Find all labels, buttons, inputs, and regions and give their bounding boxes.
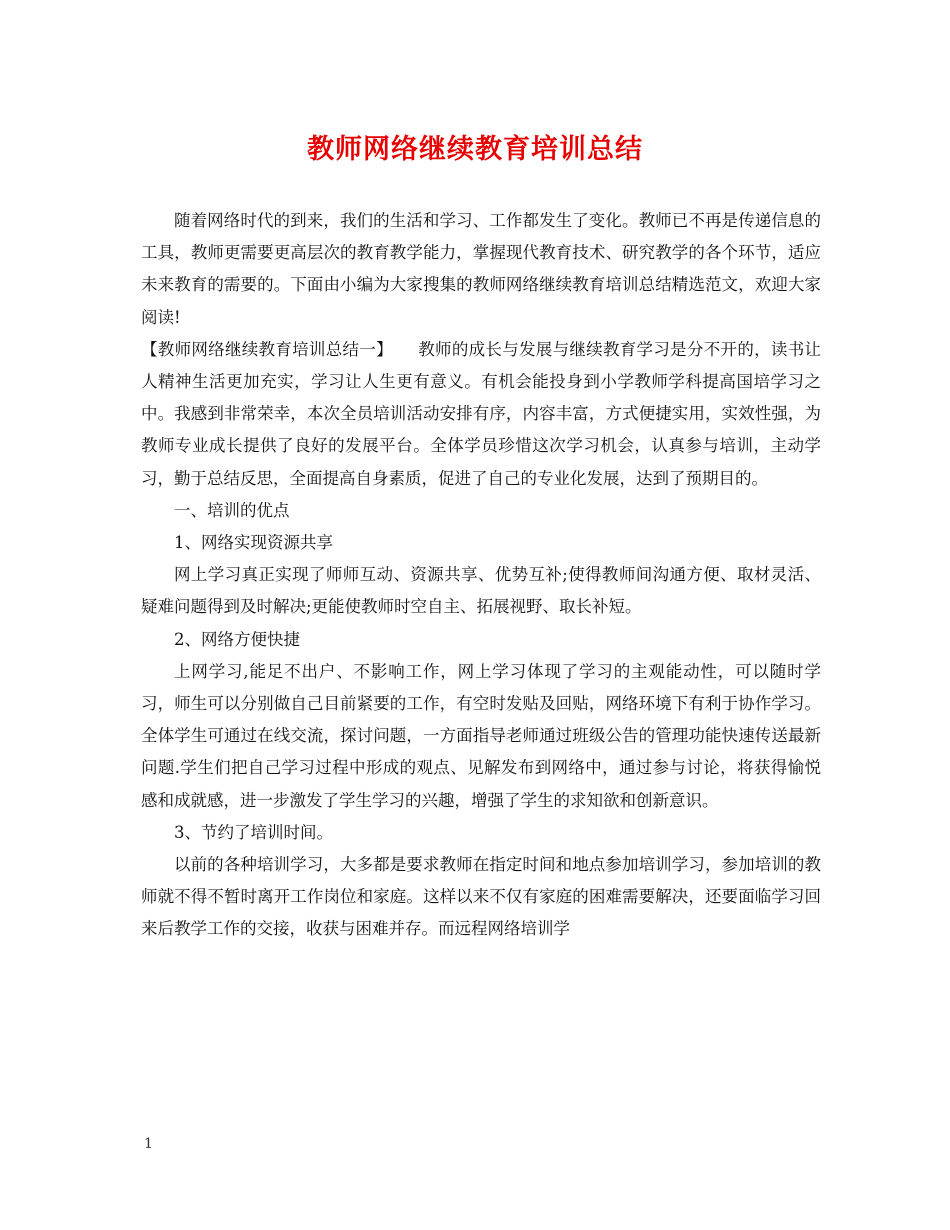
paragraph-resource-sharing: 网上学习真正实现了师师互动、资源共享、优势互补;使得教师间沟通方便、取材灵活、疑难问题得到及时解决;更能使教师时空自主、拓展视野、取长补短。 — [141, 565, 821, 617]
document-body — [141, 205, 821, 946]
heading-advantages: 一、培训的优点 — [174, 500, 290, 520]
heading-resource-sharing: 1、网络实现资源共享 — [174, 533, 333, 553]
paragraph-summary-one: 【教师网络继续教育培训总结一】 教师的成长与发展与继续教育学习是分不开的，读书让人精神生活更加充实，学习让人生更有意义。有机会能投身到小学教师学科提高国培学习之中。我感到非常荣幸，本次全员培训活动安排有序，内容丰富，方式便捷实用，实效性强，为教师专业成长提供了良好的发展平台。全体学员珍惜这次学习机会，认真参与培训，主动学习，勤于总结反思，全面提高自身素质，促进了自己的专业化发展，达到了预期目的。 — [141, 339, 821, 488]
document-title: 教师网络继续教育培训总结 — [307, 134, 643, 165]
paragraph-time-saving: 以前的各种培训学习，大多都是要求教师在指定时间和地点参加培训学习，参加培训的教师就不得不暂时离开工作岗位和家庭。这样以来不仅有家庭的困难需要解决，还要面临学习回来后教学工作的交接，收获与困难并存。而远程网络培训学 — [141, 855, 821, 939]
heading-convenience: 2、网络方便快捷 — [174, 629, 300, 649]
heading-time-saving: 3、节约了培训时间。 — [174, 822, 333, 842]
paragraph-intro: 随着网络时代的到来，我们的生活和学习、工作都发生了变化。教师已不再是传递信息的工具，教师更需要更高层次的教育教学能力，掌握现代教育技术、研究教学的各个环节，适应未来教育的需要的。下面由小编为大家搜集的教师网络继续教育培训总结精选范文，欢迎大家阅读! — [141, 211, 821, 327]
page-number: 1 — [144, 1136, 153, 1152]
paragraph-convenience: 上网学习,能足不出户、不影响工作，网上学习体现了学习的主观能动性，可以随时学习，师生可以分别做自己目前紧要的工作，有空时发贴及回贴，网络环境下有利于协作学习。全体学生可通过在线交流，探讨问题，一方面指导老师通过班级公告的管理功能快速传送最新问题.学生们把自己学习过程中形成的观点、见解发布到网络中，通过参与讨论，将获得愉悦感和成就感，进一步激发了学生学习的兴趣，增强了学生的求知欲和创新意识。 — [141, 661, 821, 810]
